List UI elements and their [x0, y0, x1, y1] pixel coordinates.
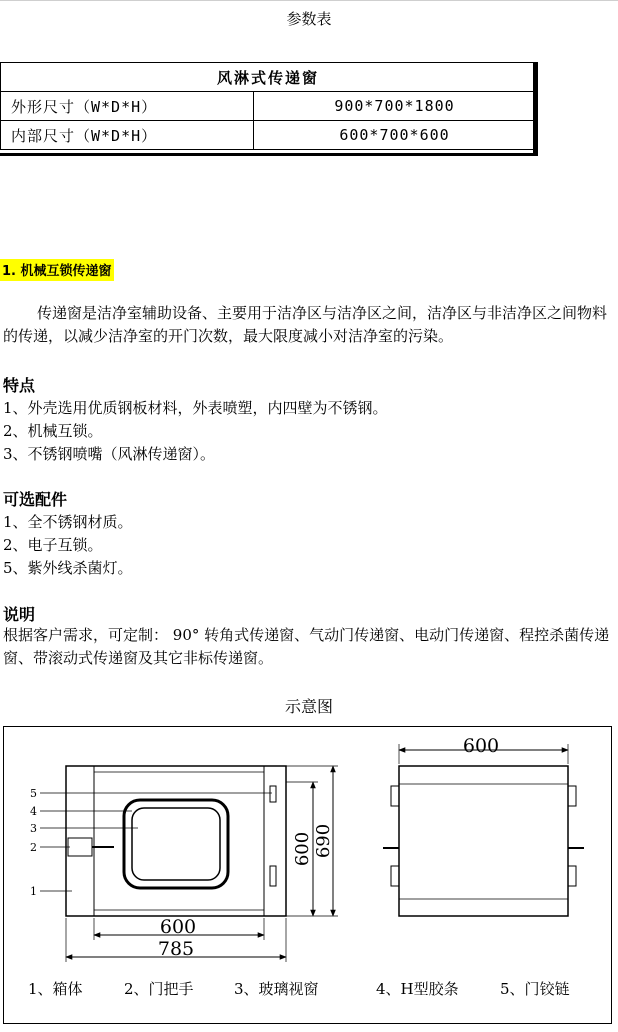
side-dim-width: 600: [462, 735, 500, 757]
section-heading-highlighted: 1. 机械互锁传递窗: [0, 259, 114, 281]
legend-item: 4、H型胶条: [376, 980, 459, 998]
callout-1: 1: [30, 885, 37, 898]
legend-item: 2、门把手: [124, 980, 194, 998]
cabinet-outline: [66, 766, 286, 916]
spec-value: 600*700*600: [254, 121, 536, 150]
glass-window: [124, 800, 228, 888]
dim-inner-width: 600: [159, 916, 197, 938]
list-item: 2、电子互锁。: [3, 536, 103, 554]
legend-item: 5、门铰链: [500, 980, 570, 998]
side-view: [383, 744, 584, 916]
features-heading: 特点: [3, 376, 36, 395]
side-hinge: [391, 786, 399, 806]
list-item: 5、紫外线杀菌灯。: [3, 559, 133, 577]
h-seal: [132, 808, 220, 880]
list-item: 3、不锈钢喷嘴（风淋传递窗）。: [3, 445, 216, 463]
callout-5: 5: [30, 787, 37, 800]
legend-item: 1、箱体: [28, 980, 83, 998]
callout-4: 4: [30, 805, 37, 818]
callout-3: 3: [30, 822, 37, 835]
notes-heading: 说明: [3, 605, 36, 624]
spec-label: 内部尺寸（W*D*H）: [1, 121, 254, 150]
spec-table-title: 风淋式传递窗: [1, 63, 536, 92]
diagram-title: 示意图: [284, 697, 333, 716]
dim-outer-width: 785: [157, 938, 195, 960]
notes-paragraph: 根据客户需求，可定制： 90° 转角式传递窗、气动门传递窗、电动门传递窗、程控杀菌传递窗、带滚动式传递窗及其它非标传递窗。: [3, 626, 610, 667]
intro-paragraph: 传递窗是洁净室辅助设备、主要用于洁净区与洁净区之间，洁净区与非洁净区之间物料的传递，以减少洁净室的开门次数，最大限度减小对洁净室的污染。: [3, 304, 608, 345]
list-item: 1、外壳选用优质钢板材料，外表喷塑，内四壁为不锈钢。: [3, 399, 388, 417]
options-heading: 可选配件: [3, 490, 68, 509]
spec-value: 900*700*1800: [254, 92, 536, 121]
list-item: 1、全不锈钢材质。: [3, 513, 133, 531]
dim-inner-height: 600: [292, 831, 313, 867]
page-title: 参数表: [286, 10, 332, 28]
side-cabinet-outline: [399, 766, 568, 916]
legend-item: 3、玻璃视窗: [234, 980, 319, 998]
list-item: 2、机械互锁。: [3, 422, 103, 440]
door-panel: [94, 766, 264, 916]
hinge-top: [270, 786, 276, 802]
dim-outer-height: 690: [313, 823, 334, 859]
callout-2: 2: [30, 841, 37, 854]
hinge-bottom: [270, 866, 276, 886]
spec-label: 外形尺寸（W*D*H）: [1, 92, 254, 121]
door-handle: [68, 838, 92, 856]
